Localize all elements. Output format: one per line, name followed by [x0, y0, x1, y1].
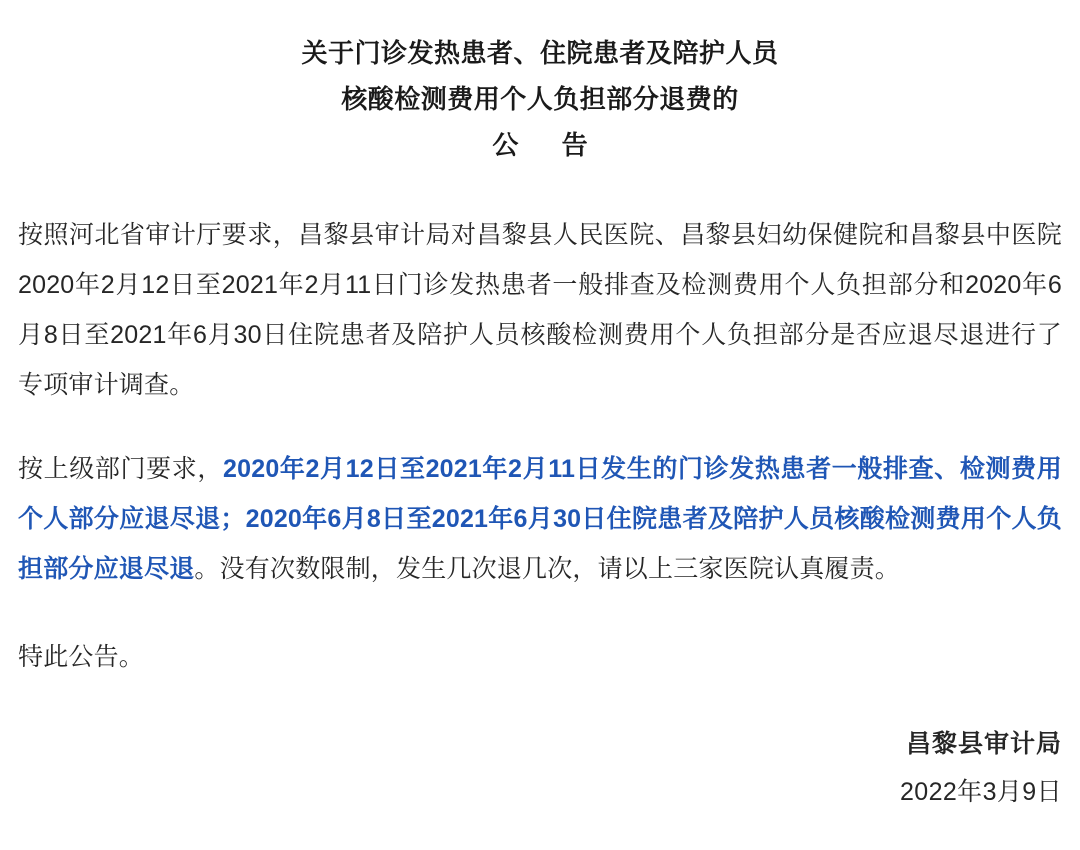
signature-block	[900, 720, 1062, 816]
signature-organization: 昌黎县审计局	[905, 730, 1062, 758]
paragraph-requirement-lead: 按上级部门要求，	[18, 455, 224, 483]
document-title	[18, 30, 1062, 168]
paragraph-background: 按照河北省审计厅要求，昌黎县审计局对昌黎县人民医院、昌黎县妇幼保健院和昌黎县中医院2020年2月12日至2021年2月11日门诊发热患者一般排查及检测费用个人负担部分和2020年6月8日至2021年6月30日住院患者及陪护人员核酸检测费用个人负担部分是否应退尽退进行了专项审计调查。	[18, 221, 1062, 399]
paragraph-requirement-tail: 。没有次数限制，发生几次退几次，请以上三家医院认真履责。	[194, 555, 901, 583]
title-line-1: 关于门诊发热患者、住院患者及陪护人员	[301, 38, 779, 68]
paragraph-requirement-highlight: 2020年2月12日至2021年2月11日发生的门诊发热患者一般排查、检测费用个人部分应退尽退；2020年6月8日至2021年6月30日住院患者及陪护人员核酸检测费用个人负担部分应退尽退	[18, 455, 1063, 583]
title-line-2: 核酸检测费用个人负担部分退费的	[341, 84, 739, 114]
paragraph-requirement	[18, 444, 1062, 594]
title-line-3: 公 告	[492, 130, 606, 160]
signature-date: 2022年3月9日	[899, 778, 1062, 806]
paragraph-closing: 特此公告。	[18, 643, 145, 671]
document-body	[18, 210, 1062, 682]
